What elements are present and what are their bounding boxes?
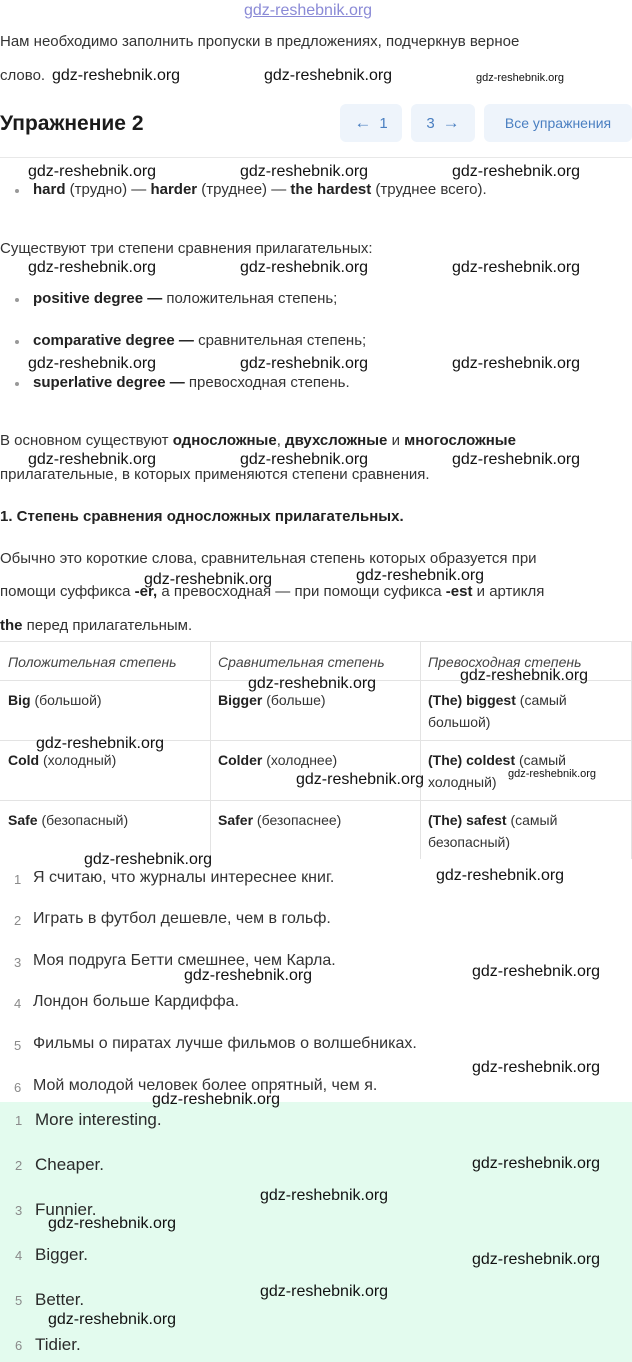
watermark: gdz-reshebnik.org: [260, 1187, 389, 1204]
section-paragraph-line-2: помощи суффикса -er, а превосходная — при помощи суфикса -est и артикля: [0, 583, 545, 600]
syllable-paragraph-line-1: В основном существуют односложные, двухсложные и многосложные: [0, 432, 516, 449]
table-cell: (The) safest (самый безопасный): [428, 812, 558, 850]
all-exercises-button[interactable]: Все упражнения: [484, 104, 632, 142]
section-paragraph-line-3: the перед прилагательным.: [0, 617, 193, 634]
bullet: [15, 340, 19, 344]
table-cell: Bigger (больше): [218, 692, 326, 708]
section-heading: 1. Степень сравнения односложных прилагательных.: [0, 508, 404, 525]
page-title: Упражнение 2: [0, 112, 144, 135]
answer-number: 1: [15, 1113, 23, 1128]
watermark: gdz-reshebnik.org: [28, 451, 157, 468]
syllable-paragraph-line-2: прилагательные, в которых применяются степени сравнения.: [0, 466, 430, 483]
watermark: gdz-reshebnik.org: [240, 163, 369, 180]
table-header: Превосходная степень: [428, 654, 582, 670]
prev-exercise-label: 1: [379, 114, 388, 132]
hard-example: hard (трудно) — harder (труднее) — the hardest (труднее всего).: [33, 181, 487, 198]
answer-number: 6: [15, 1338, 23, 1353]
watermark: gdz-reshebnik.org: [48, 1311, 177, 1328]
list-item: 3 Моя подруга Бетти смешнее, чем Карла.: [14, 952, 336, 970]
watermark: gdz-reshebnik.org: [36, 735, 165, 752]
list-item: 2 Играть в футбол дешевле, чем в гольф.: [14, 910, 331, 928]
table-header: Сравнительная степень: [218, 654, 385, 670]
watermark: gdz-reshebnik.org: [460, 667, 589, 684]
watermark: gdz-reshebnik.org: [452, 451, 581, 468]
watermark: gdz-reshebnik.org: [84, 851, 213, 868]
answer-text: Funnier.: [35, 1200, 97, 1219]
watermark: gdz-reshebnik.org: [472, 1059, 601, 1076]
watermark: gdz-reshebnik.org: [452, 163, 581, 180]
degrees-intro: Существуют три степени сравнения прилагательных:: [0, 240, 373, 257]
answer-number: 4: [15, 1248, 23, 1263]
answer-number: 5: [15, 1293, 23, 1308]
watermark: gdz-reshebnik.org: [184, 967, 313, 984]
section-paragraph-line-1: Обычно это короткие слова, сравнительная степень которых образуется при: [0, 550, 537, 567]
answer-text: Tidier.: [35, 1335, 81, 1354]
watermark: gdz-reshebnik.org: [28, 259, 157, 276]
degree-item-comparative: comparative degree — сравнительная степень;: [33, 332, 367, 349]
watermark: gdz-reshebnik.org: [472, 1251, 601, 1268]
watermark: gdz-reshebnik.org: [472, 1155, 601, 1172]
watermark: gdz-reshebnik.org: [240, 355, 369, 372]
answer-text: Bigger.: [35, 1245, 88, 1264]
watermark: gdz-reshebnik.org: [472, 963, 601, 980]
table-cell: Colder (холоднее): [218, 752, 338, 768]
watermark: gdz-reshebnik.org: [476, 72, 565, 84]
next-exercise-label: 3: [426, 114, 435, 132]
degree-item-positive: positive degree — положительная степень;: [33, 290, 338, 307]
answer-number: 3: [15, 1203, 23, 1218]
watermark: gdz-reshebnik.org: [240, 451, 369, 468]
table-cell: (The) coldest (самый холодный): [428, 752, 566, 790]
watermark: gdz-reshebnik.org: [508, 768, 597, 780]
bullet: [15, 382, 19, 386]
intro-line-1: Нам необходимо заполнить пропуски в предложениях, подчеркнув верное: [0, 33, 520, 50]
answer-text: Better.: [35, 1290, 85, 1309]
watermark: gdz-reshebnik.org: [28, 163, 157, 180]
intro-line-2: слово.: [0, 67, 46, 84]
watermark: gdz-reshebnik.org: [452, 259, 581, 276]
bullet: [15, 298, 19, 302]
watermark: gdz-reshebnik.org: [248, 675, 377, 692]
watermark: gdz-reshebnik.org: [240, 259, 369, 276]
watermark-link[interactable]: gdz-reshebnik.org: [244, 2, 373, 19]
answer-number: 2: [15, 1158, 23, 1173]
bullet: [15, 189, 19, 193]
list-item: 4 Лондон больше Кардиффа.: [14, 993, 240, 1011]
watermark: gdz-reshebnik.org: [452, 355, 581, 372]
list-item: 6 Мой молодой человек более опрятный, чем я.: [14, 1077, 378, 1095]
table-cell: Cold (холодный): [8, 752, 117, 768]
arrow-right-icon: →: [442, 113, 460, 132]
answer-text: More interesting.: [35, 1110, 162, 1129]
arrow-left-icon: ←: [354, 113, 372, 132]
table-cell: (The) biggest (самый большой): [428, 692, 567, 730]
watermark: gdz-reshebnik.org: [264, 67, 393, 84]
watermark: gdz-reshebnik.org: [260, 1283, 389, 1300]
list-item: 1 Я считаю, что журналы интереснее книг.: [14, 869, 335, 887]
watermark: gdz-reshebnik.org: [28, 355, 157, 372]
next-exercise-button[interactable]: [411, 104, 475, 142]
prev-exercise-button[interactable]: [340, 104, 402, 142]
table-cell: Safer (безопаснее): [218, 812, 342, 828]
table-cell: Big (большой): [8, 692, 102, 708]
watermark: gdz-reshebnik.org: [436, 867, 565, 884]
watermark: gdz-reshebnik.org: [152, 1091, 281, 1108]
list-item: 5 Фильмы о пиратах лучше фильмов о волшебниках.: [14, 1035, 417, 1053]
table-cell: Safe (безопасный): [8, 812, 129, 828]
watermark: gdz-reshebnik.org: [296, 771, 425, 788]
watermark: gdz-reshebnik.org: [356, 567, 485, 584]
table-header: Положительная степень: [8, 654, 177, 670]
watermark: gdz-reshebnik.org: [144, 571, 273, 588]
watermark: gdz-reshebnik.org: [52, 67, 181, 84]
watermark: gdz-reshebnik.org: [48, 1215, 177, 1232]
header-divider: [0, 157, 632, 158]
degree-item-superlative: superlative degree — превосходная степень.: [33, 374, 350, 391]
answer-text: Cheaper.: [35, 1155, 104, 1174]
